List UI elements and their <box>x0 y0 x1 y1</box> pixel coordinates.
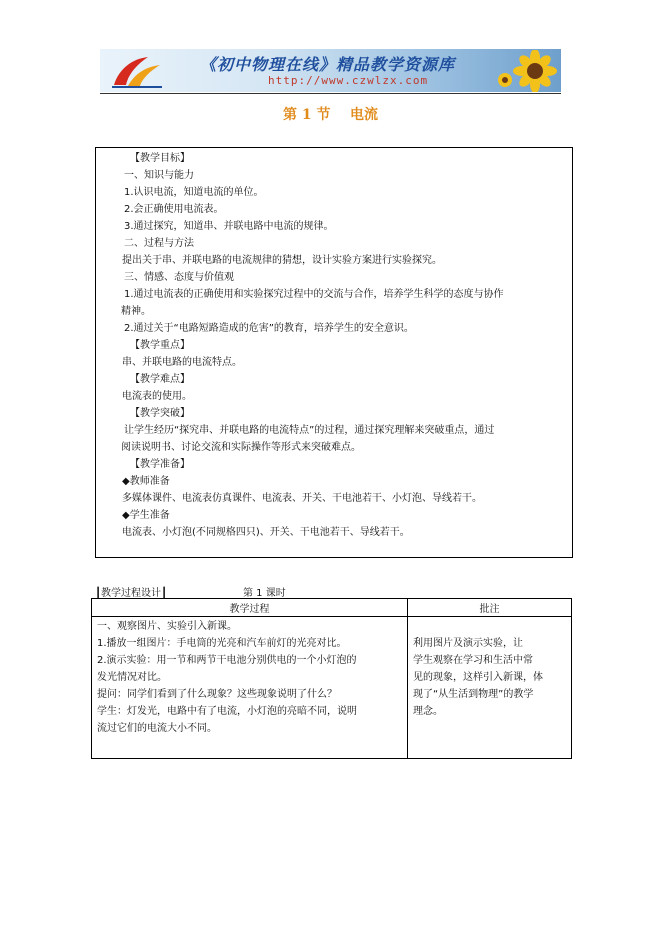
heading-preparation: 【教学准备】 <box>130 459 190 470</box>
notes-cell <box>408 617 572 759</box>
subheading-knowledge: 一、知识与能力 <box>124 170 194 181</box>
banner-url: http://www.czwlzx.com <box>268 74 429 87</box>
heading-key-points: 【教学重点】 <box>130 340 190 351</box>
process-line: 2.演示实验：用一节和两节干电池分别供电的一个小灯泡的 <box>97 655 357 666</box>
notes-line: 利用图片及演示实验，让 <box>413 638 523 649</box>
heading-breakthrough: 【教学突破】 <box>130 408 190 419</box>
notes-line: 现了“从生活到物理”的教学 <box>413 689 534 700</box>
process-line: 1.播放一组图片：手电筒的光亮和汽车前灯的光亮对比。 <box>97 638 347 649</box>
notes-line: 见的现象，这样引入新课，体 <box>413 672 543 683</box>
subheading-process: 二、过程与方法 <box>124 238 194 249</box>
process-line: 提问：同学们看到了什么现象？这些现象说明了什么？ <box>97 689 337 700</box>
objective-line: 3.通过探究，知道串、并联电路中电流的规律。 <box>124 221 334 232</box>
process-cell <box>92 617 408 759</box>
objective-line: 1.认识电流，知道电流的单位。 <box>124 187 264 198</box>
process-line: 流过它们的电流大小不同。 <box>97 723 217 734</box>
student-prep-text: 电流表、小灯泡(不同规格四只)、开关、干电池若干、导线若干。 <box>122 527 410 538</box>
subheading-teacher-prep: ◆教师准备 <box>122 476 170 487</box>
process-line: 学生：灯发光，电路中有了电流，小灯泡的亮暗不同，说明 <box>97 706 357 717</box>
banner-rule <box>100 93 561 94</box>
objective-line: 2.通过关于“电路短路造成的危害”的教育，培养学生的安全意识。 <box>124 323 414 334</box>
process-line: 一、观察图片、实验引入新课。 <box>97 621 237 632</box>
logo-icon <box>108 53 164 89</box>
objective-line: 2.会正确使用电流表。 <box>124 204 224 215</box>
teacher-prep-text: 多媒体课件、电流表仿真课件、电流表、开关、干电池若干、小灯泡、导线若干。 <box>122 493 482 504</box>
header-banner <box>100 49 561 92</box>
process-line: 发光情况对比。 <box>97 672 167 683</box>
subheading-attitude: 三、情感、态度与价值观 <box>124 272 234 283</box>
breakthrough-text: 让学生经历“探究串、并联电路的电流特点”的过程，通过探究理解来突破重点，通过 <box>124 425 495 436</box>
heading-difficulties: 【教学难点】 <box>130 374 190 385</box>
objective-line: 1.通过电流表的正确使用和实验探究过程中的交流与合作，培养学生科学的态度与协作 <box>124 289 504 300</box>
sunflower-icon <box>495 50 559 92</box>
subheading-student-prep: ◆学生准备 <box>122 510 170 521</box>
breakthrough-text: 阅读说明书、讨论交流和实际操作等形式来突破难点。 <box>121 442 361 453</box>
process-table <box>91 598 572 759</box>
section-title: 第 1 节 电流 <box>283 107 378 123</box>
column-header-process: 教学过程 <box>92 599 408 617</box>
notes-line: 学生观察在学习和生活中常 <box>413 655 533 666</box>
column-header-notes: 批注 <box>408 599 572 617</box>
objective-line: 精神。 <box>121 306 151 317</box>
objective-line: 提出关于串、并联电路的电流规律的猜想，设计实验方案进行实验探究。 <box>122 255 442 266</box>
banner-title: 《初中物理在线》精品教学资源库 <box>200 55 456 74</box>
period-label: 第 1 课时 <box>243 588 286 599</box>
heading-objectives: 【教学目标】 <box>130 153 190 164</box>
difficulty-text: 电流表的使用。 <box>122 391 192 402</box>
objectives-box <box>95 147 573 558</box>
notes-line: 理念。 <box>413 706 443 717</box>
key-point-text: 串、并联电路的电流特点。 <box>122 357 242 368</box>
process-heading: ┃教学过程设计┃ <box>95 588 168 599</box>
